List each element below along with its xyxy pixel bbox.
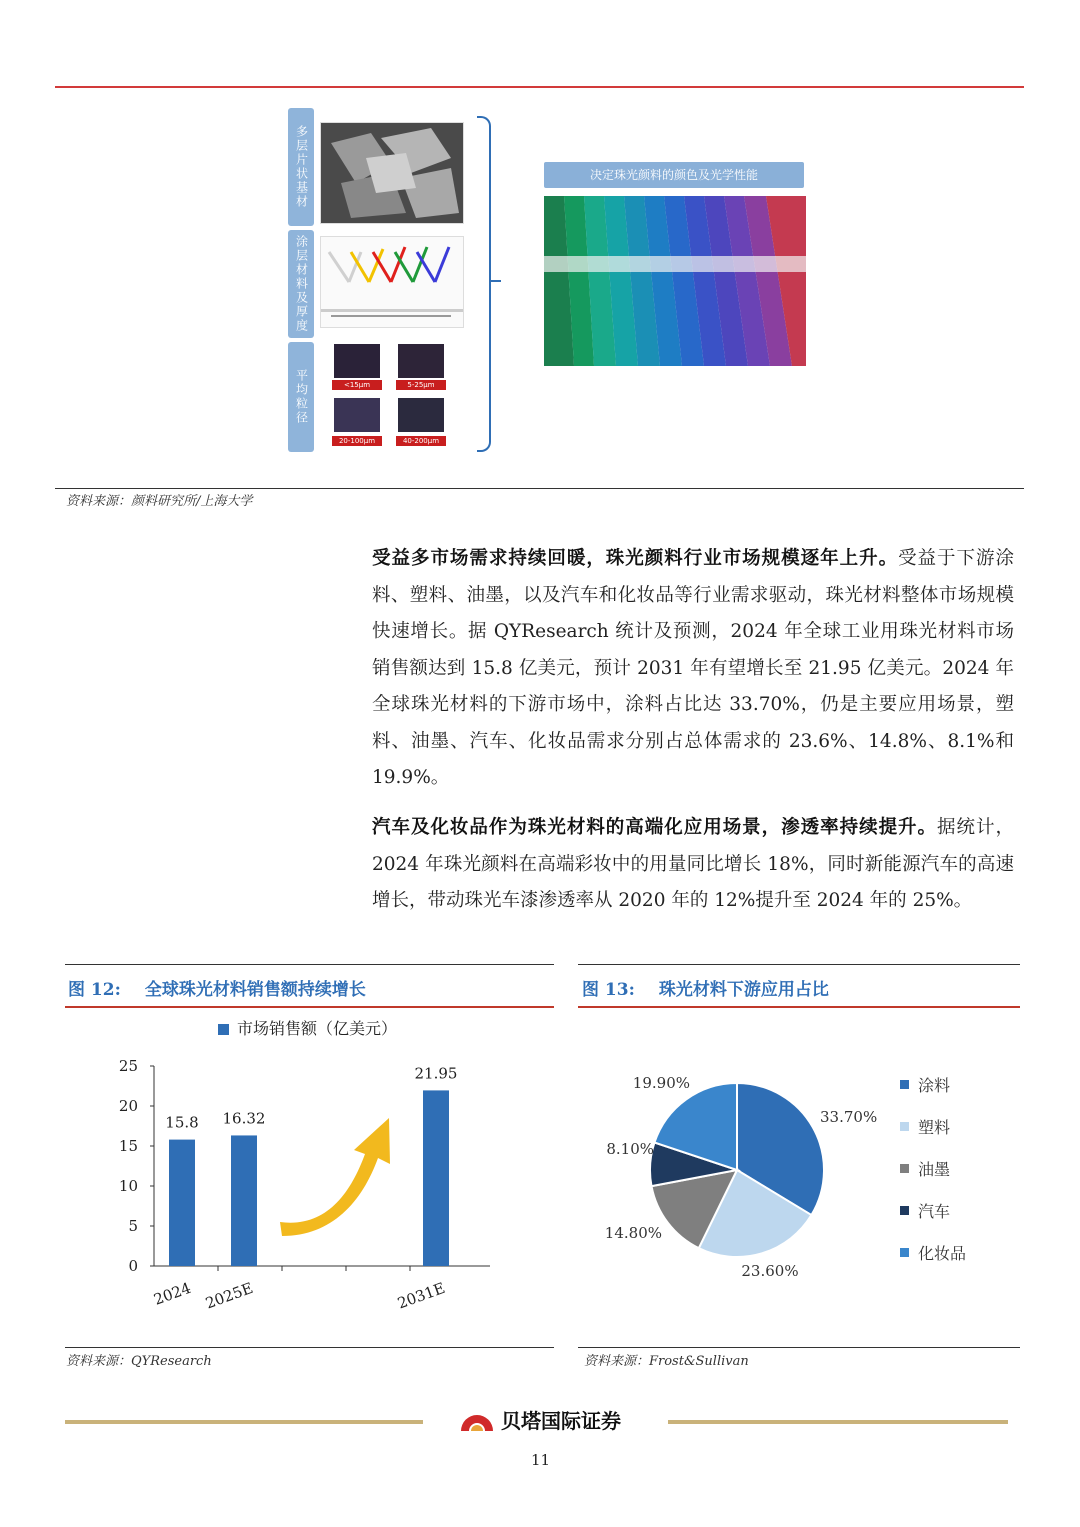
fig13-title-text: 珠光材料下游应用占比: [658, 980, 829, 1000]
application-pie-chart: [590, 1060, 1010, 1300]
particle-image-3: [334, 398, 380, 432]
pie-legend-label: 汽车: [918, 1202, 951, 1221]
fig12-title-rule: [65, 1006, 554, 1008]
particle-label-3: 20-100μm: [332, 436, 382, 446]
optical-performance-banner: 决定珠光颜料的颜色及光学性能: [544, 162, 804, 188]
pie-legend-swatch: [900, 1080, 909, 1089]
bar-legend-swatch: [218, 1024, 229, 1035]
fig12-title-text: 全球珠光材料销售额持续增长: [144, 980, 366, 1000]
particle-label-4: 40-200μm: [396, 436, 446, 446]
particle-image-2: [398, 344, 444, 378]
pie-value-label: 8.10%: [606, 1140, 654, 1158]
particle-image-4: [398, 398, 444, 432]
sem-image: [320, 122, 464, 224]
company-logo-icon: [459, 1405, 495, 1433]
particle-image-1: [334, 344, 380, 378]
bar-y-tick-label: 20: [118, 1097, 138, 1115]
pie-value-label: 19.90%: [632, 1074, 690, 1092]
pie-legend-swatch: [900, 1164, 909, 1173]
fig13-top-rule: [578, 964, 1020, 965]
color-swatch-photo: [544, 196, 806, 366]
bar-value-label: 16.32: [222, 1109, 266, 1128]
bar-2024: [169, 1140, 195, 1266]
paragraph-penetration: [372, 810, 1014, 920]
bar-y-tick-label: 25: [118, 1057, 138, 1075]
header-rule: [55, 86, 1024, 88]
pie-legend-swatch: [900, 1248, 909, 1257]
particle-size-grid: [320, 344, 462, 452]
pie-legend-label: 化妆品: [918, 1244, 967, 1263]
sales-bar-chart: [110, 1050, 510, 1320]
diagram-label-substrate: 多层片状基材: [288, 108, 314, 226]
particle-label-1: <15μm: [332, 380, 382, 390]
grouping-brace-tip: [491, 280, 501, 282]
paragraph-1-text: 受益于下游涂料、塑料、油墨，以及汽车和化妆品等行业需求驱动，珠光材料整体市场规模快速增长。据 QYResearch 统计及预测，2024 年全球工业用珠光材料市场销售额达到 15.8 亿美元，预计 2031 年有望增长至 21.95 亿美元。2024 年全球珠光材料的下游市场中，涂料占比达 33.70%，仍是主要应用场景，塑料、油墨、汽车、化妆品需求分别占总体需求的 23.6%、14.8%、8.1%和 19.9%。: [372, 548, 1014, 788]
bar-2031E: [423, 1090, 449, 1266]
coating-thickness-diagram: [320, 236, 464, 328]
footer-bar-left: [65, 1420, 423, 1424]
pie-value-label: 33.70%: [820, 1108, 878, 1126]
bar-category-label: 2025E: [203, 1278, 256, 1313]
fig13-title-rule: [578, 1006, 1020, 1008]
fig13-number: 图 13:: [582, 980, 635, 1000]
pigment-structure-diagram: [288, 108, 808, 456]
bar-y-tick-label: 0: [128, 1257, 138, 1275]
bar-y-tick-label: 15: [118, 1137, 138, 1155]
bar-category-label: 2031E: [395, 1278, 448, 1313]
growth-arrow-icon: [280, 1118, 390, 1236]
pie-value-label: 14.80%: [604, 1224, 662, 1242]
footer-bar-right: [668, 1420, 1008, 1424]
grouping-brace: [477, 116, 491, 452]
diagram-source: 资料来源：颜料研究所/上海大学: [66, 494, 253, 509]
page-number: 11: [531, 1451, 551, 1469]
bar-y-tick-label: 10: [118, 1177, 138, 1195]
bar-value-label: 15.8: [165, 1113, 199, 1132]
bar-value-label: 21.95: [414, 1064, 458, 1083]
company-name: 贝塔国际证券: [501, 1409, 621, 1433]
figure-bottom-rule: [55, 488, 1024, 489]
fig12-title: [68, 975, 366, 1000]
pie-value-label: 23.60%: [741, 1262, 799, 1280]
fig13-bottom-rule: [578, 1347, 1020, 1348]
particle-label-2: 5-25μm: [396, 380, 446, 390]
fig12-bottom-rule: [65, 1347, 554, 1348]
pie-legend-swatch: [900, 1206, 909, 1215]
coating-lines: [321, 237, 463, 327]
sem-texture: [321, 123, 463, 223]
fig13-source: 资料来源：Frost&Sullivan: [584, 1354, 749, 1369]
paragraph-market-growth: [372, 541, 1014, 797]
bar-y-tick-label: 5: [128, 1217, 138, 1235]
pie-legend-label: 油墨: [918, 1160, 951, 1179]
diagram-label-coating: 涂层材料及厚度: [288, 230, 314, 338]
paragraph-2-text: 据统计，2024 年珠光颜料在高端彩妆中的用量同比增长 18%，同时新能源汽车的高速增长，带动珠光车漆渗透率从 2020 年的 12%提升至 2024 年的 25%。: [372, 817, 1014, 911]
fig12-number: 图 12:: [68, 980, 121, 1000]
paragraph-1-lead: 受益多市场需求持续回暖，珠光颜料行业市场规模逐年上升。: [372, 548, 899, 569]
pie-legend-swatch: [900, 1122, 909, 1131]
pie-legend-label: 塑料: [918, 1118, 951, 1137]
diagram-label-particle-size: 平均粒径: [288, 342, 314, 452]
fig12-top-rule: [65, 964, 554, 965]
bar-legend-label: 市场销售额（亿美元）: [237, 1019, 398, 1038]
bar-chart-legend: [218, 1016, 397, 1039]
pie-legend-label: 涂料: [918, 1076, 951, 1095]
paragraph-2-lead: 汽车及化妆品作为珠光材料的高端化应用场景，渗透率持续提升。: [372, 817, 938, 838]
bar-2025E: [231, 1135, 257, 1266]
fig13-title: [582, 975, 829, 1000]
fig12-source: 资料来源：QYResearch: [66, 1354, 212, 1369]
swatch-fan: [544, 196, 806, 366]
bar-category-label: 2024: [151, 1278, 194, 1309]
